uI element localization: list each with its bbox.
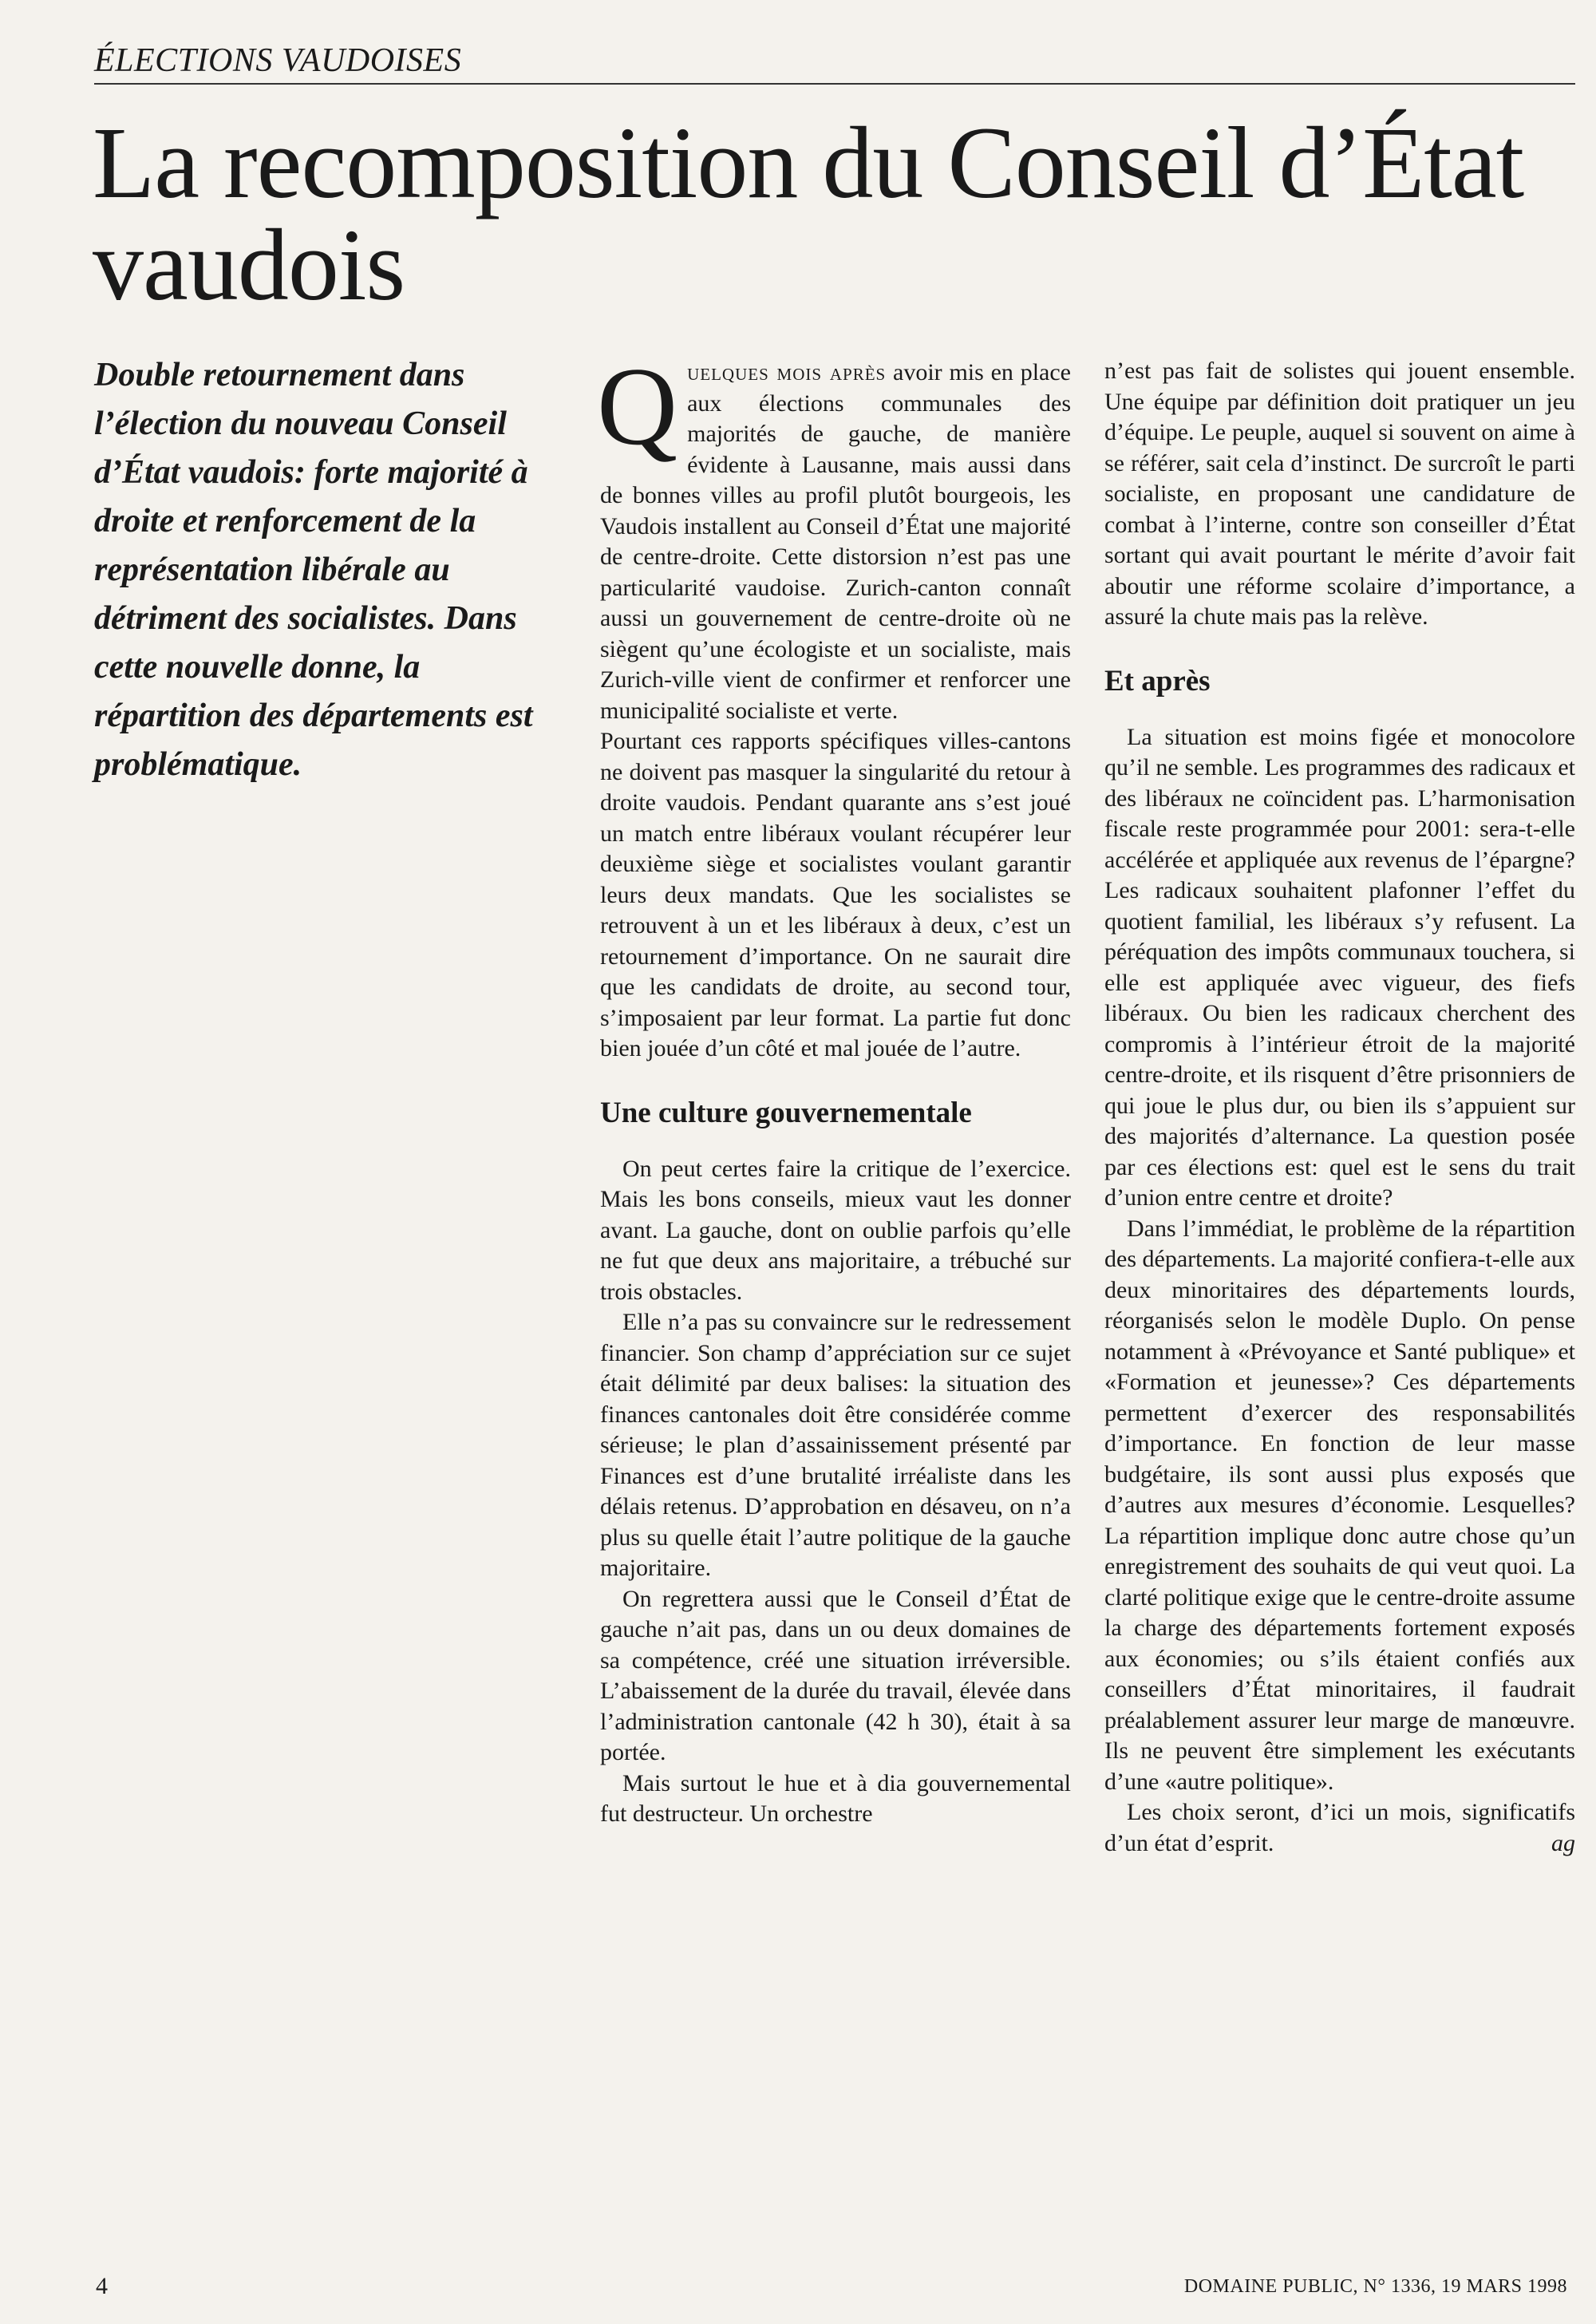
article-title: La recomposition du Conseil d’État vaudois [93, 106, 1524, 322]
paragraph-6-continued: n’est pas fait de solistes qui jouent ensemble. Une équipe par définition doit pratiquer un jeu d’équipe. Le peuple, auquel si souvent on aime à se référer, sait cela d’instinct. De surcroît le parti socialiste, en proposant une candidature de combat à l’interne, contre son conseiller d’État sortant qui avait pourtant le mérite d’avoir fait aboutir une réforme scolaire d’importance, a assuré la chute mais pas la relève. [1104, 358, 1575, 630]
paragraph-7: La situation est moins figée et monocolore qu’il ne semble. Les programmes des radicaux et des libéraux ne coïncident pas. L’harmonisation fiscale reste programmée pour 2001: sera-t-elle accélérée et appliquée aux revenus de l’épargne? Les radicaux souhaitent plafonner l’effet du quotient familial, les libéraux s’y refusent. La péréquation des impôts communaux touchera, si elle est appliquée avec vigueur, des fiefs libéraux. Ou bien les radicaux cherchent des compromis à l’intérieur étroit de la majorité centre-droite, et ils risquent d’être prisonniers de qui joue le plus dur, ou bien ils s’appuient sur des majorités d’alternance. La question posée par ces élections est: quel est le sens du trait d’union entre centre et droite? [1104, 723, 1575, 1211]
paragraph-9 [1104, 1797, 1575, 1859]
paragraph-8: Dans l’immédiat, le problème de la répartition des départements. La majorité confiera-t-elle aux deux minoritaires des départements lourds, réorganisés selon le modèle Duplo. On pense notamment à «Prévoyance et Santé publique» et «Formation et jeunesse»? Ces départements permettent d’exercer des responsabilités d’importance. En fonction de leur masse budgétaire, ils sont aussi plus exposés que d’autres aux mesures d’économie. Lesquelles? La répartition implique donc autre chose qu’un enregistrement des souhaits de qui veut quoi. La clarté politique exige que le centre-droite assume la charge des départements fortement exposés aux économies; ou s’ils étaient confiés aux conseillers d’État minoritaires, il faudrait préalablement assurer leur marge de manœuvre. Ils ne peuvent être simplement les exécutants d’une «autre politique». [1104, 1215, 1575, 1795]
paragraph-3: On peut certes faire la critique de l’exercice. Mais les bons conseils, mieux vaut les donner avant. La gauche, dont on oublie parfois qu’elle ne fut que deux ans majoritaire, a trébuché sur trois obstacles. [600, 1155, 1071, 1305]
lead-smallcaps: uelques mois après [687, 359, 887, 385]
page-number: 4 [96, 2273, 108, 2299]
publication-info: DOMAINE PUBLIC, N° 1336, 19 MARS 1998 [1183, 2276, 1567, 2297]
article-column-1 [597, 345, 1071, 1830]
section-rubric: ÉLECTIONS VAUDOISES [94, 42, 1575, 85]
article-lead: Double retournement dans l’élection du nouveau Conseil d’État vaudois: forte majorité à droite et renforcement de la représentation libérale au détriment des socialistes. Dans cette nouvelle donne, la répartition des départements est problématique. [94, 357, 533, 783]
paragraph-4: Elle n’a pas su convaincre sur le redressement financier. Son champ d’appréciation sur ce sujet était délimité par deux balises: la situation des finances cantonales doit être considérée comme sérieuse; le plan d’assainissement présenté par Finances est d’une brutalité irréaliste dans les délais retenus. D’approbation en désaveu, on n’a plus su quelle était l’autre politique de la gauche majoritaire. [600, 1309, 1071, 1581]
subheading-culture: Une culture gouvernementale [600, 1096, 972, 1129]
paragraph-9-text: Les choix seront, d’ici un mois, significatifs d’un état d’esprit. [1104, 1799, 1575, 1856]
paragraph-1 [597, 345, 1071, 726]
author-signature: ag [1551, 1829, 1575, 1856]
paragraph-6: Mais surtout le hue et à dia gouvernemental fut destructeur. Un orchestre [600, 1769, 1071, 1827]
paragraph-2: Pourtant ces rapports spécifiques villes-cantons ne doivent pas masquer la singularité du retour à droite vaudois. Pendant quarante ans s’est joué un match entre libéraux voulant récupérer leur deuxième siège et socialistes voulant garantir leurs deux mandats. Que les socialistes se retrouvent à un et les libéraux à deux, c’est un retournement d’importance. On ne saurait dire que les candidats de droite, au second tour, s’imposaient par leur format. La partie fut donc bien jouée d’un côté et mal jouée de l’autre. [600, 728, 1071, 1061]
drop-cap: Q [597, 345, 678, 468]
article-column-2 [1104, 356, 1575, 1859]
paragraph-5: On regrettera aussi que le Conseil d’État de gauche n’ait pas, dans un ou deux domaines de sa compétence, créé une situation irréversible. L’abaissement de la durée du travail, élevée dans l’administration cantonale (42 h 30), était à sa portée. [600, 1585, 1071, 1765]
subheading-et-apres: Et après [1104, 664, 1211, 698]
paragraph-1-text: avoir mis en place aux élections communales des majorités de gauche, de manière évidente à Lausanne, mais aussi dans de bonnes villes au profil plutôt bourgeois, les Vaudois installent au Conseil d’État une majorité de centre-droite. Cette distorsion n’est pas une particularité vaudoise. Zurich-canton connaît aussi un gouvernement de centre-droite où ne siègent qu’une écologiste et un socialiste, mais Zurich-ville vient de confirmer et renforcer une municipalité socialiste et verte. [600, 359, 1071, 724]
